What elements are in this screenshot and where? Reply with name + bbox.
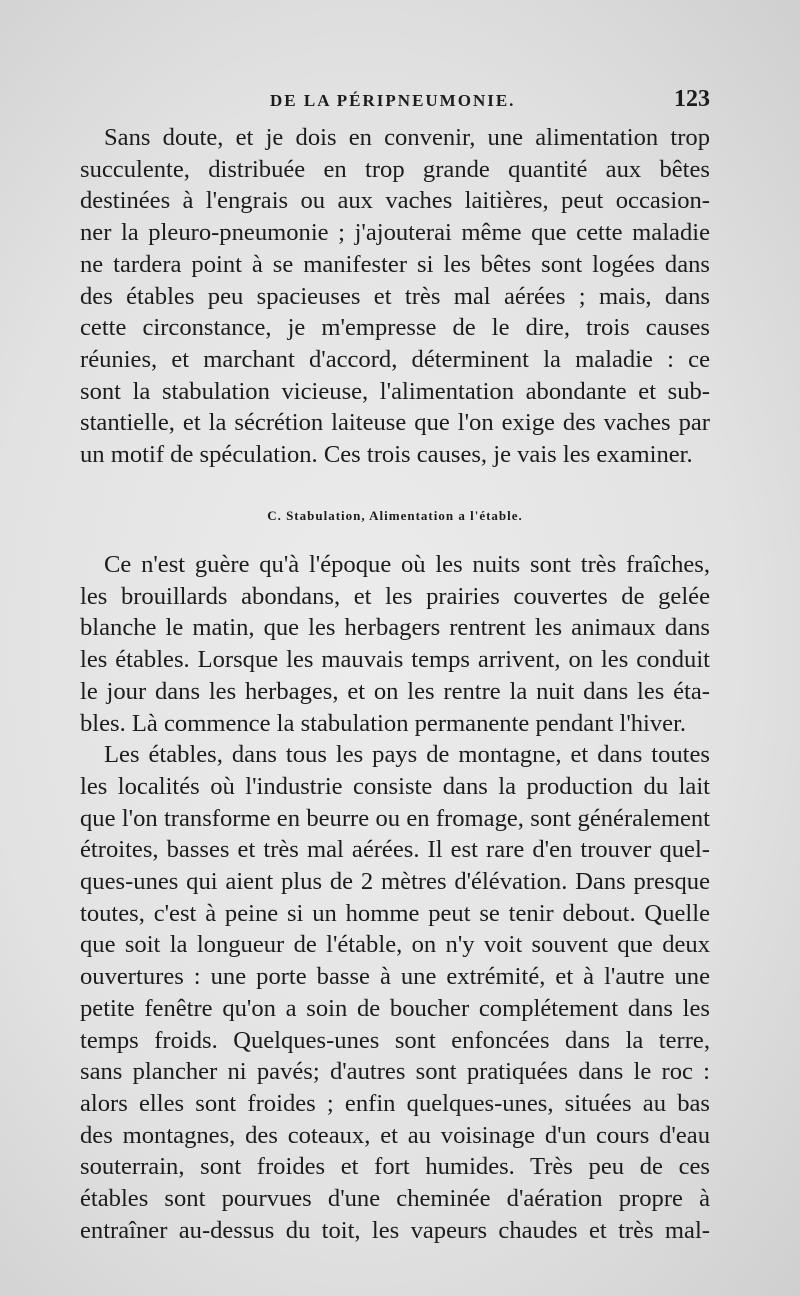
page-number: 123 xyxy=(674,86,710,112)
text-line: souterrain, sont froides et fort humides. Très peu de ces xyxy=(80,1153,710,1181)
text-line: petite fenêtre qu'on a soin de boucher complétement dans les xyxy=(80,994,710,1022)
text-line: Sans doute, et je dois en convenir, une alimentation trop xyxy=(104,124,710,151)
text-line: alors elles sont froides ; enfin quelques-unes, situées au bas xyxy=(80,1089,710,1117)
text-line: Ce n'est guère qu'à l'époque où les nuits sont très fraîches, xyxy=(104,551,710,578)
text-line: sans plancher ni pavés; d'autres sont pratiquées dans le roc : xyxy=(80,1058,710,1086)
text-line: blanche le matin, que les herbagers rentrent les animaux dans xyxy=(80,614,710,642)
text-line: que l'on transforme en beurre ou en fromage, sont généralement xyxy=(80,804,710,832)
text-line: étroites, basses et très mal aérées. Il est rare d'en trouver quel- xyxy=(80,836,710,864)
text-line: ouvertures : une porte basse à une extrémité, et à l'autre une xyxy=(80,963,710,991)
text-line: Les étables, dans tous les pays de montagne, et dans toutes xyxy=(104,741,710,769)
text-line: le jour dans les herbages, et on les rentre la nuit dans les éta- xyxy=(80,677,710,705)
text-line: temps froids. Quelques-unes sont enfoncées dans la terre, xyxy=(80,1026,710,1054)
paragraph-1 xyxy=(80,122,710,471)
text-line: bles. Là commence la stabulation permanente pendant l'hiver. xyxy=(80,709,687,737)
text-line: toutes, c'est à peine si un homme peut se tenir debout. Quelle xyxy=(80,899,710,927)
text-line: succulente, distribuée en trop grande quantité aux bêtes xyxy=(80,155,710,183)
page-header xyxy=(270,86,710,113)
text-line: des étables peu spacieuses et très mal aérées ; mais, dans xyxy=(80,282,710,310)
text-line: stantielle, et la sécrétion laiteuse que l'on exige des vaches par xyxy=(80,409,710,437)
text-line: étables sont pourvues d'une cheminée d'aération propre à xyxy=(80,1185,710,1213)
text-line: cette circonstance, je m'empresse de le dire, trois causes xyxy=(80,314,710,342)
text-line: destinées à l'engrais ou aux vaches laitières, peut occasion- xyxy=(80,187,710,215)
text-line: sont la stabulation vicieuse, l'alimentation abondante et sub- xyxy=(80,377,710,405)
text-line: les étables. Lorsque les mauvais temps arrivent, on les conduit xyxy=(80,646,710,674)
text-line: un motif de spéculation. Ces trois causes, je vais les examiner. xyxy=(80,441,693,469)
text-line: des montagnes, des coteaux, et au voisinage d'un cours d'eau xyxy=(80,1121,710,1149)
text-line: réunies, et marchant d'accord, déterminent la maladie : ce xyxy=(80,345,710,373)
text-line: entraîner au-dessus du toit, les vapeurs chaudes et très mal- xyxy=(80,1216,710,1244)
text-line: que soit la longueur de l'étable, on n'y voit souvent que deux xyxy=(80,931,710,959)
text-line: les localités où l'industrie consiste dans la production du lait xyxy=(80,772,710,800)
section-heading: C. Stabulation, Alimentation a l'étable. xyxy=(267,508,523,523)
text-line: les brouillards abondans, et les prairies couvertes de gelée xyxy=(80,582,710,610)
text-line: ner la pleuro-pneumonie ; j'ajouterai même que cette maladie xyxy=(80,219,710,247)
text-line: ques-unes qui aient plus de 2 mètres d'élévation. Dans presque xyxy=(80,868,710,896)
text-line: ne tardera point à se manifester si les bêtes sont logées dans xyxy=(80,250,710,278)
paragraph-2-and-3 xyxy=(80,549,710,1246)
running-title: DE LA PÉRIPNEUMONIE. xyxy=(270,91,516,110)
